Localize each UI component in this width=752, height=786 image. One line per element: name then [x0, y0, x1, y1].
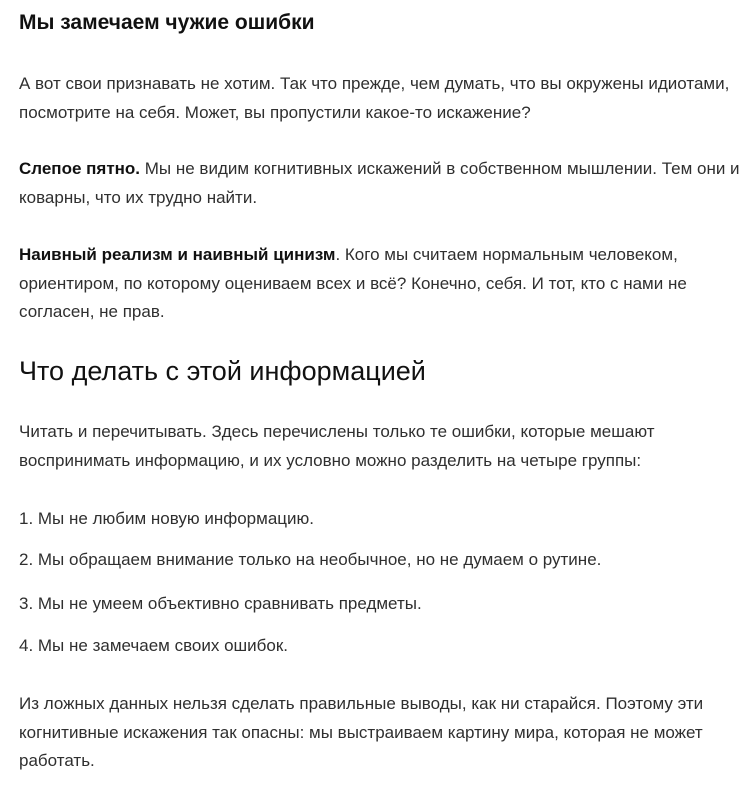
paragraph-intro: А вот свои признавать не хотим. Так что прежде, чем думать, что вы окружены идиотами, посмотрите на себя. Может, вы пропустили какое-то искажение? [19, 74, 730, 122]
paragraph-blind-spot-text: Мы не видим когнитивных искажений в собственном мышлении. Тем они и коварны, что их трудно найти. [19, 159, 740, 207]
list-item: 4. Мы не замечаем своих ошибок. [19, 636, 289, 655]
term-naive-realism: Наивный реализм и наивный цинизм [19, 245, 336, 264]
paragraph-reread: Читать и перечитывать. Здесь перечислены только те ошибки, которые мешают воспринимать информацию, и их условно можно разделить на четыре группы: [19, 422, 655, 470]
paragraph-blind-spot [19, 155, 741, 212]
list-item: 1. Мы не любим новую информацию. [19, 509, 314, 528]
list-item: 2. Мы обращаем внимание только на необычное, но не думаем о рутине. [19, 550, 602, 569]
paragraph-conclusion: Из ложных данных нельзя сделать правильные выводы, как ни старайся. Поэтому эти когнитивные искажения так опасны: мы выстраиваем картину мира, которая не может работать. [19, 694, 704, 770]
section-heading-what-to-do: Что делать с этой информацией [19, 356, 426, 386]
list-item: 3. Мы не умеем объективно сравнивать предметы. [19, 594, 422, 613]
paragraph-naive-realism-text: . Кого мы считаем нормальным человеком, ориентиром, по которому оцениваем всех и всё? Конечно, себя. И тот, кто с нами не согласен, не прав. [19, 245, 687, 321]
term-blind-spot: Слепое пятно. [19, 159, 141, 178]
section-heading-mistakes: Мы замечаем чужие ошибки [19, 11, 315, 34]
paragraph-naive-realism [19, 241, 741, 327]
